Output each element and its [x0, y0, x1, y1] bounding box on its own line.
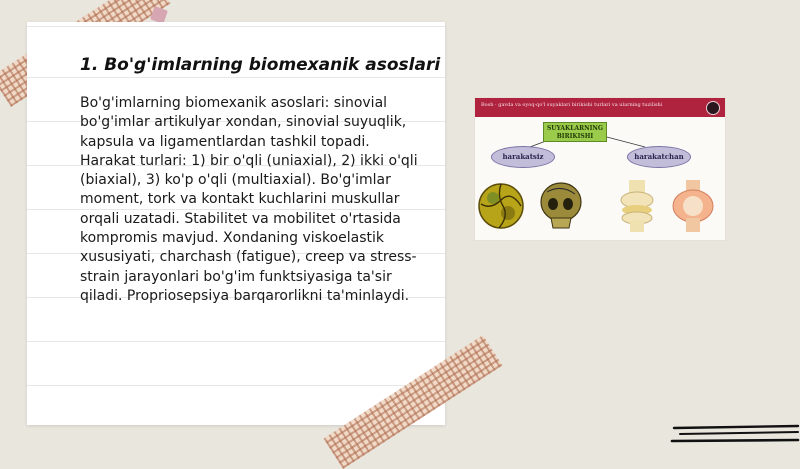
knee-joint-image [613, 180, 661, 232]
oval-movable: harakatchan [627, 146, 691, 168]
note-body: Bo'g'imlarning biomexanik asoslari: sinovial bo'g'imlar artikulyar xondan, sinovial suyuqlik, kapsula va ligamentlardan tashkil topadi. Harakat turlari: 1) bir o'qli (uniaxial), 2) ikki o'qli (biaxial), 3) ko'p o'qli (multiaxial). Bo'g'imlar moment, tork va kontakt kuchlarini muskullar orqali uzatadi. Stabilitet va mobilitet o'rtasida kompromis mavjud. Xondaning viskoelastik xususiyati, charchash (fatigue), creep va stress-strain jarayonlari bo'g'im funktsiyasiga ta'sir qiladi. Propriosepsiya barqarorlikni ta'minlaydi. [80, 95, 418, 304]
figure-header-text: Bosh · gavda va oyoq-qo'l suyaklari birikishi turlari va ularning tuzilishi [481, 102, 663, 108]
note-title: 1. Bo'g'imlarning biomexanik asoslari [80, 55, 441, 75]
center-concept-box: SUYAKLARNING BIRIKISHI [543, 122, 607, 142]
skull-suture-image [477, 180, 525, 232]
decorative-brush-strokes [670, 418, 800, 450]
joint-types-figure [475, 98, 725, 240]
skull-image [537, 180, 585, 232]
oval-immovable: harakatsiz [491, 146, 555, 168]
joint-capsule-image [669, 180, 717, 232]
